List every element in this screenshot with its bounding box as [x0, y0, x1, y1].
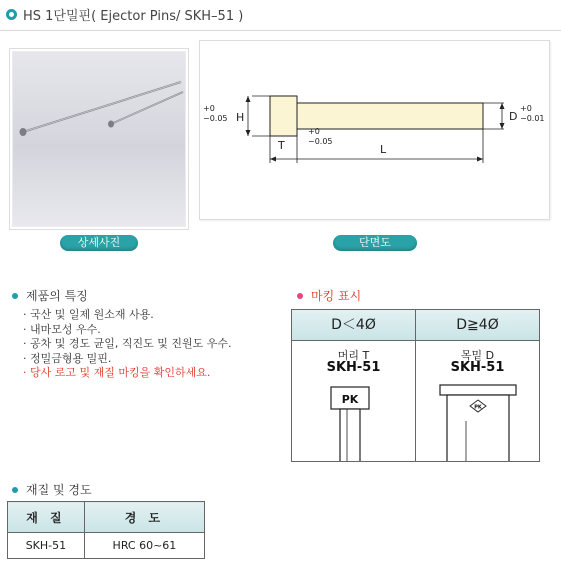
marking-table-body: [292, 341, 539, 461]
pin-shaft-shape: [297, 103, 483, 129]
marking-col2-code: SKH-51: [450, 360, 505, 375]
pin-section-drawing: [200, 41, 551, 221]
large-pin-marking-icon: [416, 341, 540, 461]
section-view-button[interactable]: 단면도: [333, 235, 417, 251]
bullet-icon: [12, 293, 18, 299]
material-col-header: 재 질: [8, 502, 85, 533]
pin-head-shape: [270, 96, 297, 136]
marking-heading: [297, 287, 361, 304]
product-photo-image: [12, 51, 186, 227]
page-title: HS 1단밀핀( Ejector Pins/ SKH–51 ): [23, 8, 244, 24]
marking-col1-sub: 머리 T: [337, 349, 370, 362]
h-tol-top: +0: [203, 104, 215, 113]
section-drawing: [199, 40, 550, 220]
marking-table-header: [292, 310, 539, 341]
list-item: · 내마모성 우수.: [23, 323, 231, 338]
marking-col2: [416, 341, 539, 461]
marking-table: [291, 309, 540, 462]
marking-col2-header: D≧4Ø: [456, 317, 499, 333]
t-label: T: [278, 139, 285, 152]
title-divider: [0, 30, 561, 31]
material-cell: SKH-51: [8, 533, 85, 559]
hardness-cell: HRC 60~61: [84, 533, 204, 559]
small-pin-marking-icon: [292, 341, 416, 461]
marking-col2-sub: 목밑 D: [460, 349, 495, 362]
h-tol-bottom: −0.05: [203, 114, 228, 123]
pk-logo-text: PK: [341, 393, 359, 406]
list-item: · 공차 및 경도 균일, 직진도 및 진원도 우수.: [23, 337, 231, 352]
features-heading-text: 제품의 특징: [26, 289, 88, 303]
page-title-row: [6, 4, 243, 24]
list-item: · 국산 및 일제 원소재 사용.: [23, 308, 231, 323]
list-item: · 정밀금형용 밀핀.: [23, 352, 231, 367]
hardness-col-header: 경 도: [84, 502, 204, 533]
h-label: H: [236, 111, 245, 124]
detail-photo-button[interactable]: 상세사진: [60, 235, 138, 251]
bullet-icon: [297, 293, 303, 299]
features-heading: [12, 287, 88, 304]
l-label: L: [380, 143, 387, 156]
table-row: [8, 533, 205, 559]
d-tol-top: +0: [520, 104, 532, 113]
material-heading: [12, 481, 92, 498]
marking-heading-text: 마킹 표시: [311, 289, 362, 303]
bullet-icon: [12, 487, 18, 493]
list-item-warning: · 당사 로고 및 재질 마킹을 확인하세요.: [23, 366, 231, 381]
marking-col1-header: D＜4Ø: [292, 310, 416, 340]
product-photo: [9, 48, 189, 230]
features-list: [23, 308, 231, 381]
t-tol-top: +0: [308, 127, 320, 136]
marking-col1-code: SKH-51: [326, 360, 381, 375]
t-tol-bottom: −0.05: [308, 137, 333, 146]
material-table: [7, 501, 205, 559]
title-bullet-icon: [6, 9, 17, 20]
pk-logo-text: PK: [474, 404, 482, 411]
material-heading-text: 재질 및 경도: [26, 483, 92, 497]
ejector-pin-photo-icon: [13, 52, 187, 228]
d-label: D: [509, 110, 518, 123]
d-tol-bottom: −0.01: [520, 114, 545, 123]
marking-col1: [292, 341, 416, 461]
